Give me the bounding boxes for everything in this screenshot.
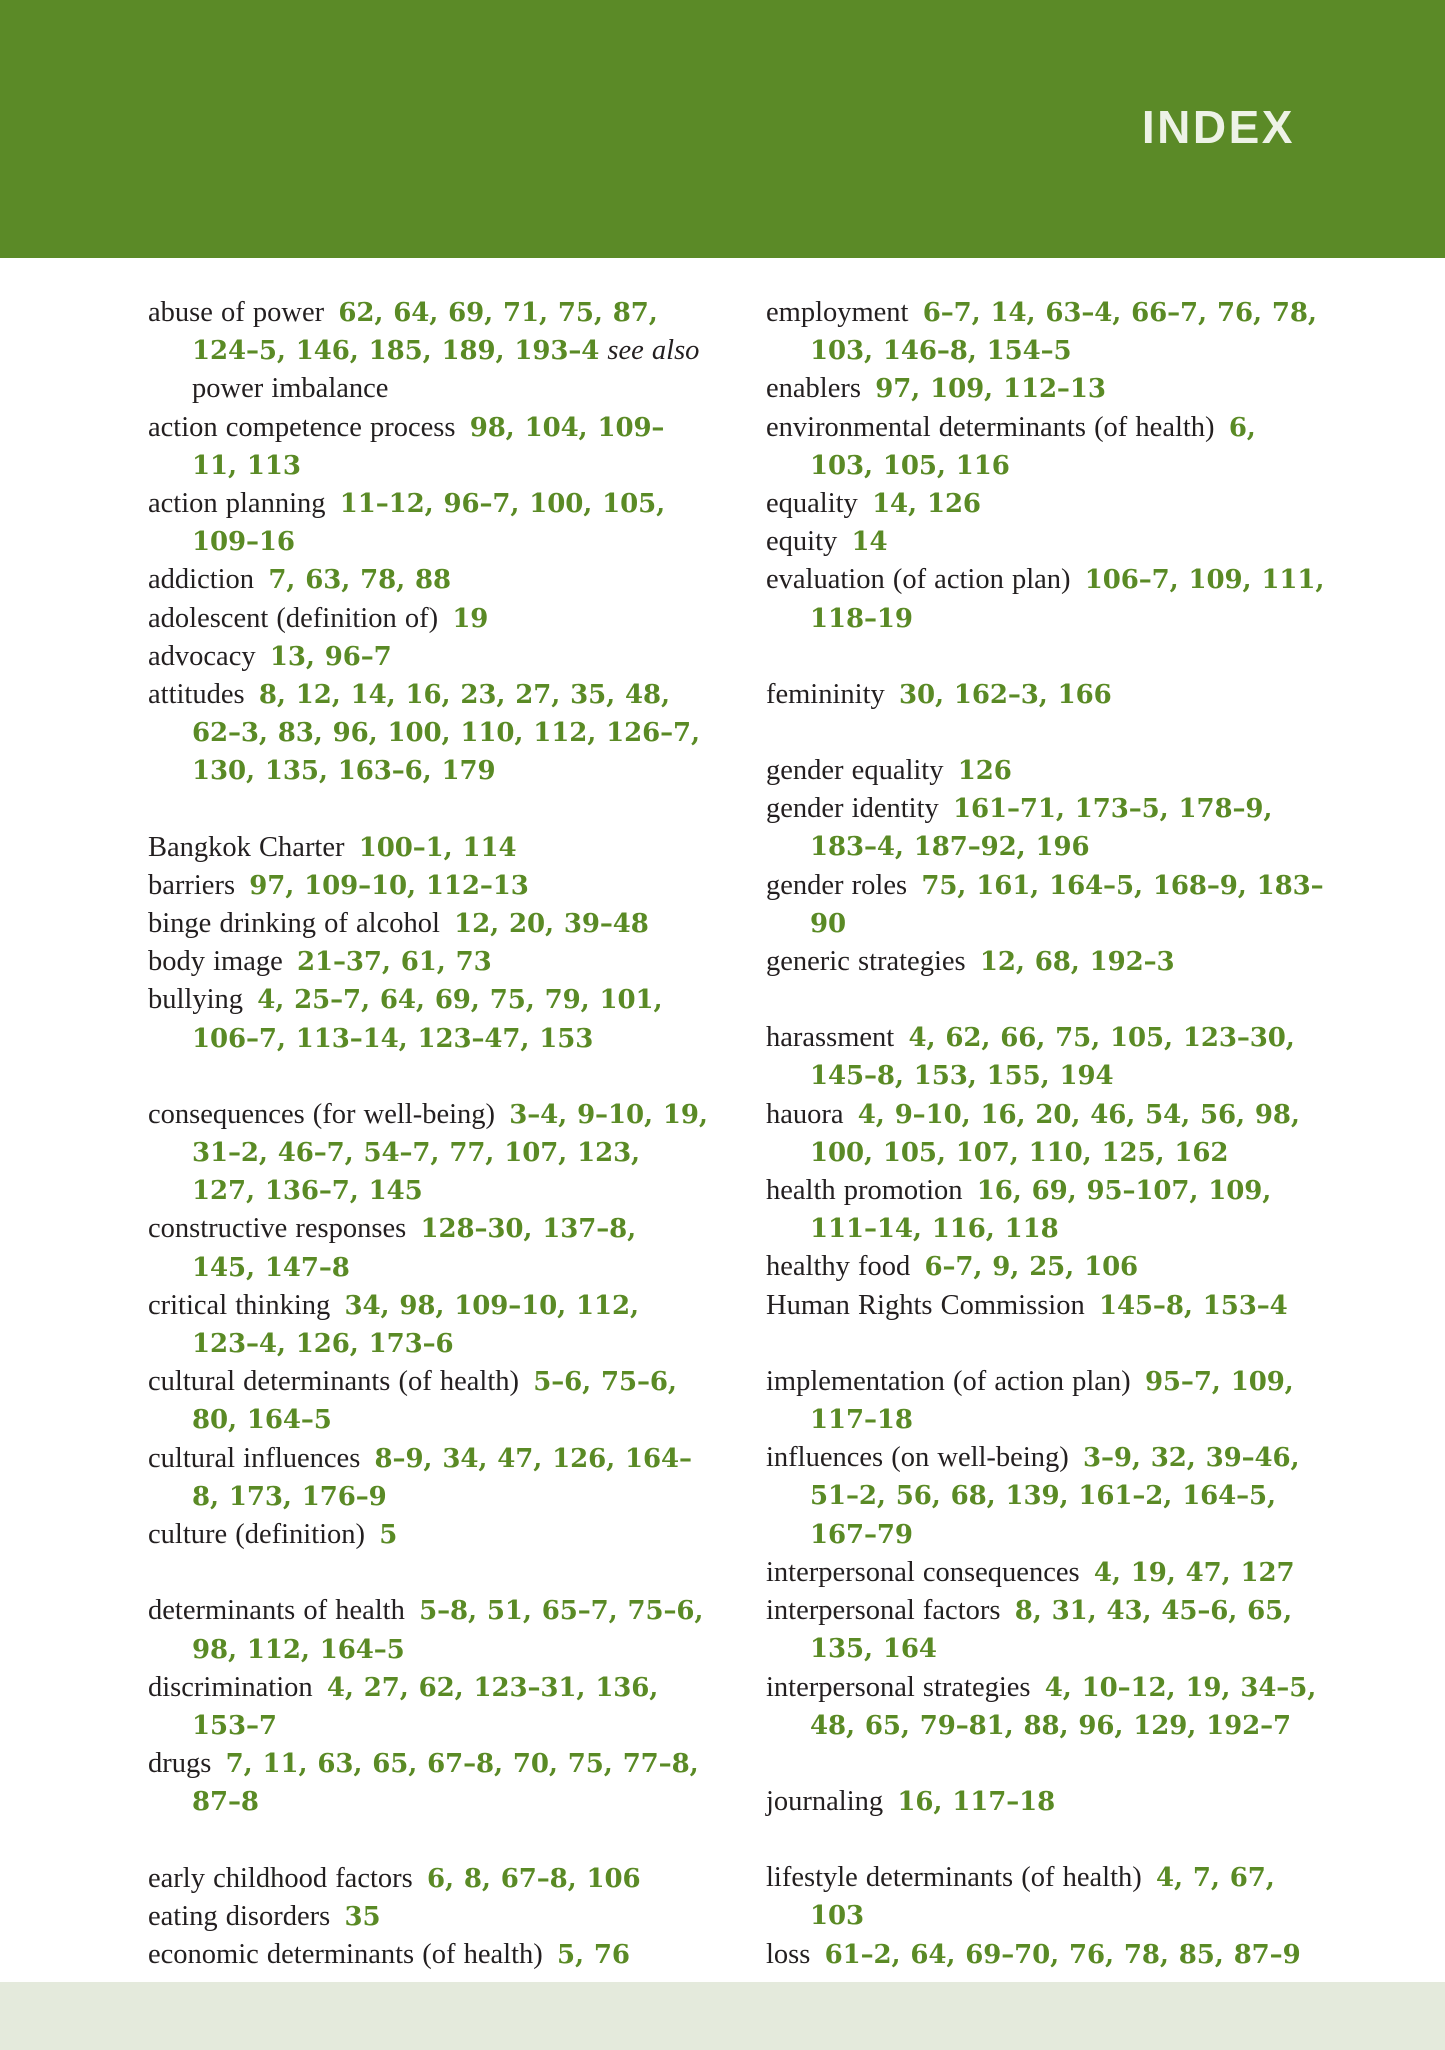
index-page-numbers: 35 [344, 1901, 381, 1932]
index-page-numbers: 100–1, 114 [358, 832, 517, 863]
index-page-numbers: 6–7, 14, 63–4, 66–7, 76, 78, 103, 146–8, 154–5 [810, 298, 1317, 367]
index-page-numbers: 161–71, 173–5, 178–9, 183–4, 187–92, 196 [810, 794, 1273, 863]
index-entry [766, 1439, 1326, 1554]
index-term: implementation (of action plan) [766, 1365, 1131, 1397]
index-term: cultural influences [148, 1442, 361, 1474]
index-page-numbers: 12, 20, 39–48 [454, 909, 649, 940]
index-entry [148, 1936, 708, 1974]
index-term: constructive responses [148, 1213, 407, 1245]
index-term: gender equality [766, 755, 944, 787]
index-term: equity [766, 526, 838, 558]
index-term: evaluation (of action plan) [766, 564, 1071, 596]
index-page-numbers: 16, 69, 95–107, 109, 111–14, 116, 118 [810, 1176, 1272, 1245]
index-term: interpersonal factors [766, 1595, 1001, 1627]
index-term: loss [766, 1938, 811, 1970]
index-entry [766, 1096, 1326, 1172]
index-term: hauora [766, 1098, 844, 1130]
index-page-numbers: 19 [452, 603, 489, 634]
index-entry [766, 1248, 1326, 1286]
index-entry [766, 1019, 1326, 1095]
index-term: body image [148, 946, 283, 978]
index-entry [148, 829, 708, 867]
index-letter-gap [148, 1554, 708, 1592]
index-term: cultural determinants (of health) [148, 1366, 519, 1398]
index-entry [766, 1363, 1326, 1439]
index-page-numbers: 4, 25–7, 64, 69, 75, 79, 101, 106–7, 113–14, 123–47, 153 [192, 985, 663, 1054]
index-page-numbers: 62, 64, 69, 71, 75, 87, 124–5, 146, 185, 189, 193–4 [192, 298, 658, 367]
index-entry [148, 867, 708, 905]
index-letter-gap [766, 1821, 1326, 1859]
index-term: barriers [148, 869, 236, 901]
index-term: influences (on well-being) [766, 1442, 1069, 1474]
index-term: Bangkok Charter [148, 831, 345, 863]
index-entry [148, 294, 708, 409]
page-header-band [0, 0, 1445, 258]
index-page-numbers: 128–30, 137–8, 145, 147–8 [192, 1214, 637, 1283]
index-page-numbers: 145–8, 153–4 [1098, 1290, 1288, 1321]
index-entry [148, 1440, 708, 1516]
index-term: interpersonal strategies [766, 1671, 1031, 1703]
index-letter-gap [766, 1325, 1326, 1363]
index-page-numbers: 6, 103, 105, 116 [810, 412, 1256, 481]
index-entry [148, 409, 708, 485]
index-term: culture (definition) [148, 1519, 366, 1551]
index-term: critical thinking [148, 1289, 331, 1321]
index-term: drugs [148, 1748, 212, 1780]
index-term: Human Rights Commission [766, 1289, 1085, 1321]
index-body [0, 258, 1445, 1982]
index-page-numbers: 6–7, 9, 25, 106 [924, 1252, 1139, 1283]
index-page-numbers: 14, 126 [872, 489, 981, 520]
index-letter-gap [766, 638, 1326, 676]
index-entry [766, 523, 1326, 561]
index-term: femininity [766, 678, 885, 710]
index-page-numbers: 4, 7, 67, 103 [810, 1863, 1275, 1932]
index-page-numbers: 13, 96–7 [269, 641, 392, 672]
index-letter-gap [766, 981, 1326, 1019]
index-entry [148, 1287, 708, 1363]
index-entry [766, 1783, 1326, 1821]
index-page-numbers: 12, 68, 192–3 [979, 947, 1175, 978]
index-term: bullying [148, 984, 244, 1016]
index-entry [148, 676, 708, 791]
index-page-numbers: 4, 19, 47, 127 [1093, 1557, 1295, 1588]
index-term: equality [766, 488, 858, 520]
index-entry [148, 943, 708, 981]
index-page-numbers: 3–9, 32, 39–46, 51–2, 56, 68, 139, 161–2, 164–5, 167–79 [810, 1443, 1300, 1550]
index-entry [766, 752, 1326, 790]
index-page-numbers: 34, 98, 109–10, 112, 123–4, 126, 173–6 [192, 1290, 639, 1360]
index-page-numbers: 6, 8, 67–8, 106 [426, 1863, 641, 1894]
index-term: attitudes [148, 679, 245, 711]
index-entry [766, 790, 1326, 866]
index-term: determinants of health [148, 1595, 405, 1627]
index-page-numbers: 61–2, 64, 69–70, 76, 78, 85, 87–9 [824, 1939, 1301, 1970]
index-entry [766, 1554, 1326, 1592]
index-entry [766, 485, 1326, 523]
index-entry [148, 600, 708, 638]
index-term: healthy food [766, 1251, 911, 1283]
index-entry [148, 485, 708, 561]
index-letter-gap [148, 1058, 708, 1096]
index-page-numbers: 126 [957, 756, 1012, 787]
index-term: employment [766, 297, 909, 328]
index-entry [148, 1860, 708, 1898]
index-page-numbers: 5–8, 51, 65–7, 75–6, 98, 112, 164–5 [192, 1596, 704, 1665]
index-page-numbers: 16, 117–18 [897, 1786, 1056, 1817]
index-page-numbers: 7, 63, 78, 88 [268, 565, 451, 596]
index-entry [766, 1859, 1326, 1935]
index-term: early childhood factors [148, 1862, 413, 1894]
index-letter-gap [148, 1822, 708, 1860]
index-letter-gap [148, 791, 708, 829]
index-term: action planning [148, 488, 326, 520]
index-entry [766, 370, 1326, 408]
index-page-numbers: 95–7, 109, 117–18 [810, 1366, 1294, 1436]
index-term: economic determinants (of health) [148, 1938, 543, 1970]
index-entry [766, 1669, 1326, 1745]
index-entry [148, 905, 708, 943]
index-entry [148, 1592, 708, 1668]
index-term: action competence process [148, 411, 456, 443]
index-term: health promotion [766, 1175, 963, 1207]
index-term: lifestyle determinants (of health) [766, 1862, 1142, 1894]
index-entry [148, 638, 708, 676]
index-column-right [766, 294, 1326, 1974]
index-term: generic strategies [766, 946, 966, 978]
index-term: abuse of power [148, 297, 325, 328]
index-page-numbers: 4, 9–10, 16, 20, 46, 54, 56, 98, 100, 105, 107, 110, 125, 162 [810, 1099, 1300, 1168]
index-entry [766, 294, 1326, 370]
index-cross-reference: power imbalance [192, 373, 389, 405]
page-footer-band [0, 1982, 1445, 2050]
index-page-numbers: 97, 109, 112–13 [875, 374, 1106, 405]
index-entry [148, 1669, 708, 1745]
index-term: discrimination [148, 1671, 313, 1703]
index-term: consequences (for well-being) [148, 1098, 496, 1130]
index-page-numbers: 8, 12, 14, 16, 23, 27, 35, 48, 62–3, 83, 96, 100, 110, 112, 126–7, 130, 135, 163–6, 179 [192, 680, 700, 787]
index-letter-gap [766, 714, 1326, 752]
index-page-numbers: 8–9, 34, 47, 126, 164–8, 173, 176–9 [192, 1443, 692, 1512]
index-term: addiction [148, 564, 255, 596]
index-page-numbers: 5, 76 [556, 1939, 630, 1970]
index-entry [766, 1592, 1326, 1668]
index-entry [148, 1516, 708, 1554]
index-entry [766, 1936, 1326, 1974]
index-page-numbers: 5–6, 75–6, 80, 164–5 [192, 1367, 677, 1436]
index-entry [766, 1287, 1326, 1325]
index-page-numbers: 97, 109–10, 112–13 [249, 870, 529, 901]
index-entry [766, 409, 1326, 485]
index-page-numbers: 106–7, 109, 111, 118–19 [810, 565, 1325, 634]
index-entry [148, 1898, 708, 1936]
index-page-numbers: 75, 161, 164–5, 168–9, 183–90 [810, 870, 1324, 939]
index-page-numbers: 3–4, 9–10, 19, 31–2, 46–7, 54–7, 77, 107, 123, 127, 136–7, 145 [192, 1099, 708, 1207]
index-page-numbers: 4, 10–12, 19, 34–5, 48, 65, 79–81, 88, 96, 129, 192–7 [810, 1672, 1317, 1741]
index-term: harassment [766, 1022, 895, 1054]
index-entry [148, 1363, 708, 1439]
index-page-numbers: 8, 31, 43, 45–6, 65, 135, 164 [810, 1596, 1293, 1665]
index-entry [766, 1172, 1326, 1248]
index-term: interpersonal consequences [766, 1556, 1080, 1588]
index-entry [766, 561, 1326, 637]
index-term: binge drinking of alcohol [148, 908, 440, 940]
index-term: eating disorders [148, 1900, 331, 1932]
index-see-also: see also [607, 335, 700, 367]
index-entry [148, 1745, 708, 1821]
index-page-numbers: 21–37, 61, 73 [297, 947, 492, 978]
index-letter-gap [766, 1745, 1326, 1783]
page-title: INDEX [1141, 101, 1295, 153]
index-page-numbers: 4, 27, 62, 123–31, 136, 153–7 [192, 1672, 659, 1741]
index-column-left [148, 294, 708, 1974]
index-entry [148, 981, 708, 1057]
index-page-numbers: 98, 104, 109–11, 113 [192, 412, 665, 481]
index-entry [148, 561, 708, 599]
index-term: enablers [766, 373, 861, 405]
index-page-numbers: 14 [851, 527, 888, 558]
index-term: journaling [766, 1785, 884, 1817]
index-term: adolescent (definition of) [148, 602, 439, 634]
index-term: gender identity [766, 793, 939, 825]
index-term: environmental determinants (of health) [766, 411, 1215, 443]
index-entry [148, 1096, 708, 1211]
index-term: advocacy [148, 640, 256, 672]
index-page-numbers: 11–12, 96–7, 100, 105, 109–16 [192, 489, 666, 558]
index-entry [148, 1210, 708, 1286]
index-entry [766, 676, 1326, 714]
index-page-numbers: 7, 11, 63, 65, 67–8, 70, 75, 77–8, 87–8 [192, 1749, 699, 1818]
index-term: gender roles [766, 869, 908, 901]
index-page-numbers: 5 [379, 1520, 398, 1551]
index-page-numbers: 4, 62, 66, 75, 105, 123–30, 145–8, 153, 155, 194 [810, 1023, 1295, 1092]
index-entry [766, 867, 1326, 943]
index-entry [766, 943, 1326, 981]
index-page-numbers: 30, 162–3, 166 [898, 679, 1112, 710]
